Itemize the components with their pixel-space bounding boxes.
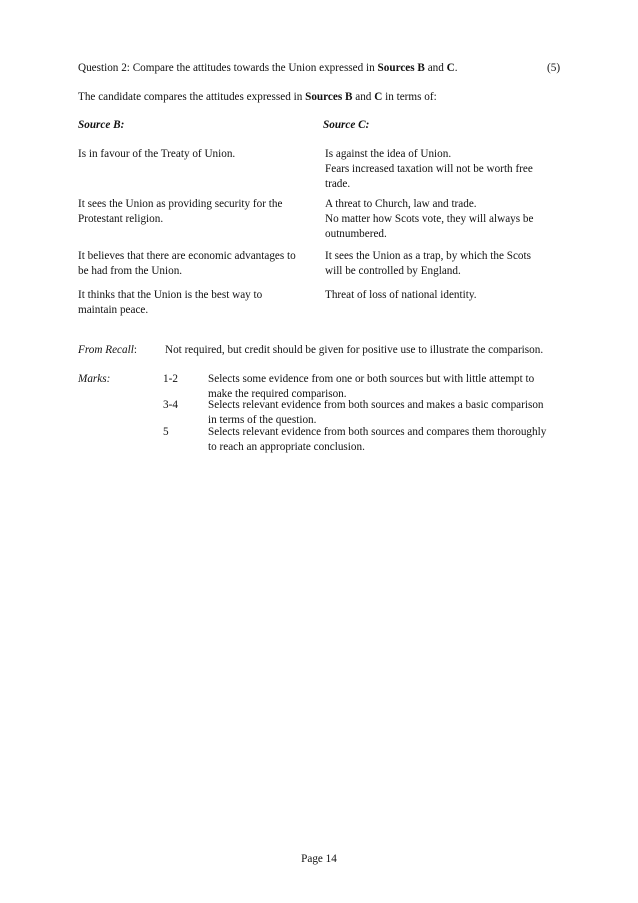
source-c-line: Is against the idea of Union. <box>325 148 452 160</box>
source-b-point <box>78 288 318 318</box>
question-c: C <box>446 62 455 74</box>
source-c-header: Source C: <box>323 119 370 131</box>
source-c-point <box>325 147 568 192</box>
source-b-point <box>78 249 318 279</box>
question-marks: (5) <box>547 62 561 74</box>
intro-prefix: The candidate compares the attitudes expressed in <box>78 91 306 103</box>
source-c-point <box>325 249 568 279</box>
source-c-point <box>325 288 568 303</box>
intro-suffix: in terms of: <box>382 91 437 103</box>
source-c-line: outnumbered. <box>325 228 387 240</box>
question-prefix: Question 2: Compare the attitudes towards the Union expressed in <box>78 62 378 74</box>
source-c-line: A threat to Church, law and trade. <box>325 198 477 210</box>
mark-band-score: 1-2 <box>163 373 178 385</box>
source-c-line: will be controlled by England. <box>325 265 461 277</box>
source-c-line: Threat of loss of national identity. <box>325 289 477 301</box>
page-number: Page 14 <box>301 853 337 865</box>
marks-label: Marks: <box>78 373 111 385</box>
mark-band-text: Selects some evidence from one or both sources but with little attempt to make the required comparison. <box>208 373 535 400</box>
question-and: and <box>424 62 447 74</box>
source-b-point <box>78 147 318 162</box>
source-b-line: It sees the Union as providing security for the <box>78 198 283 210</box>
source-c-point <box>325 197 568 242</box>
intro-line <box>78 90 568 105</box>
source-b-line: It thinks that the Union is the best way to <box>78 289 263 301</box>
question-line <box>78 61 568 76</box>
question-end: . <box>454 62 458 74</box>
recall-label: From Recall: <box>78 344 137 356</box>
mark-band-text: Selects relevant evidence from both sources and compares them thoroughly to reach an appropriate conclusion. <box>208 426 547 453</box>
mark-band-score: 5 <box>163 426 169 438</box>
source-b-header: Source B: <box>78 119 125 131</box>
source-c-line: It sees the Union as a trap, by which the Scots <box>325 250 531 262</box>
intro-and: and <box>352 91 375 103</box>
source-b-line: be had from the Union. <box>78 265 183 277</box>
source-b-point <box>78 197 318 227</box>
mark-band-score: 3-4 <box>163 399 178 411</box>
source-c-line: No matter how Scots vote, they will always be <box>325 213 534 225</box>
intro-c: C <box>374 91 383 103</box>
recall-text: Not required, but credit should be given for positive use to illustrate the comparison. <box>165 344 544 356</box>
source-b-line: maintain peace. <box>78 304 149 316</box>
source-b-line: Protestant religion. <box>78 213 164 225</box>
question-sources-b: Sources B <box>377 62 425 74</box>
source-b-line: It believes that there are economic advantages to <box>78 250 296 262</box>
source-b-line: Is in favour of the Treaty of Union. <box>78 148 236 160</box>
intro-sources-b: Sources B <box>305 91 353 103</box>
source-c-line: Fears increased taxation will not be worth free <box>325 163 533 175</box>
source-c-line: trade. <box>325 178 351 190</box>
mark-band-text: Selects relevant evidence from both sources and makes a basic comparison in terms of the question. <box>208 399 544 426</box>
